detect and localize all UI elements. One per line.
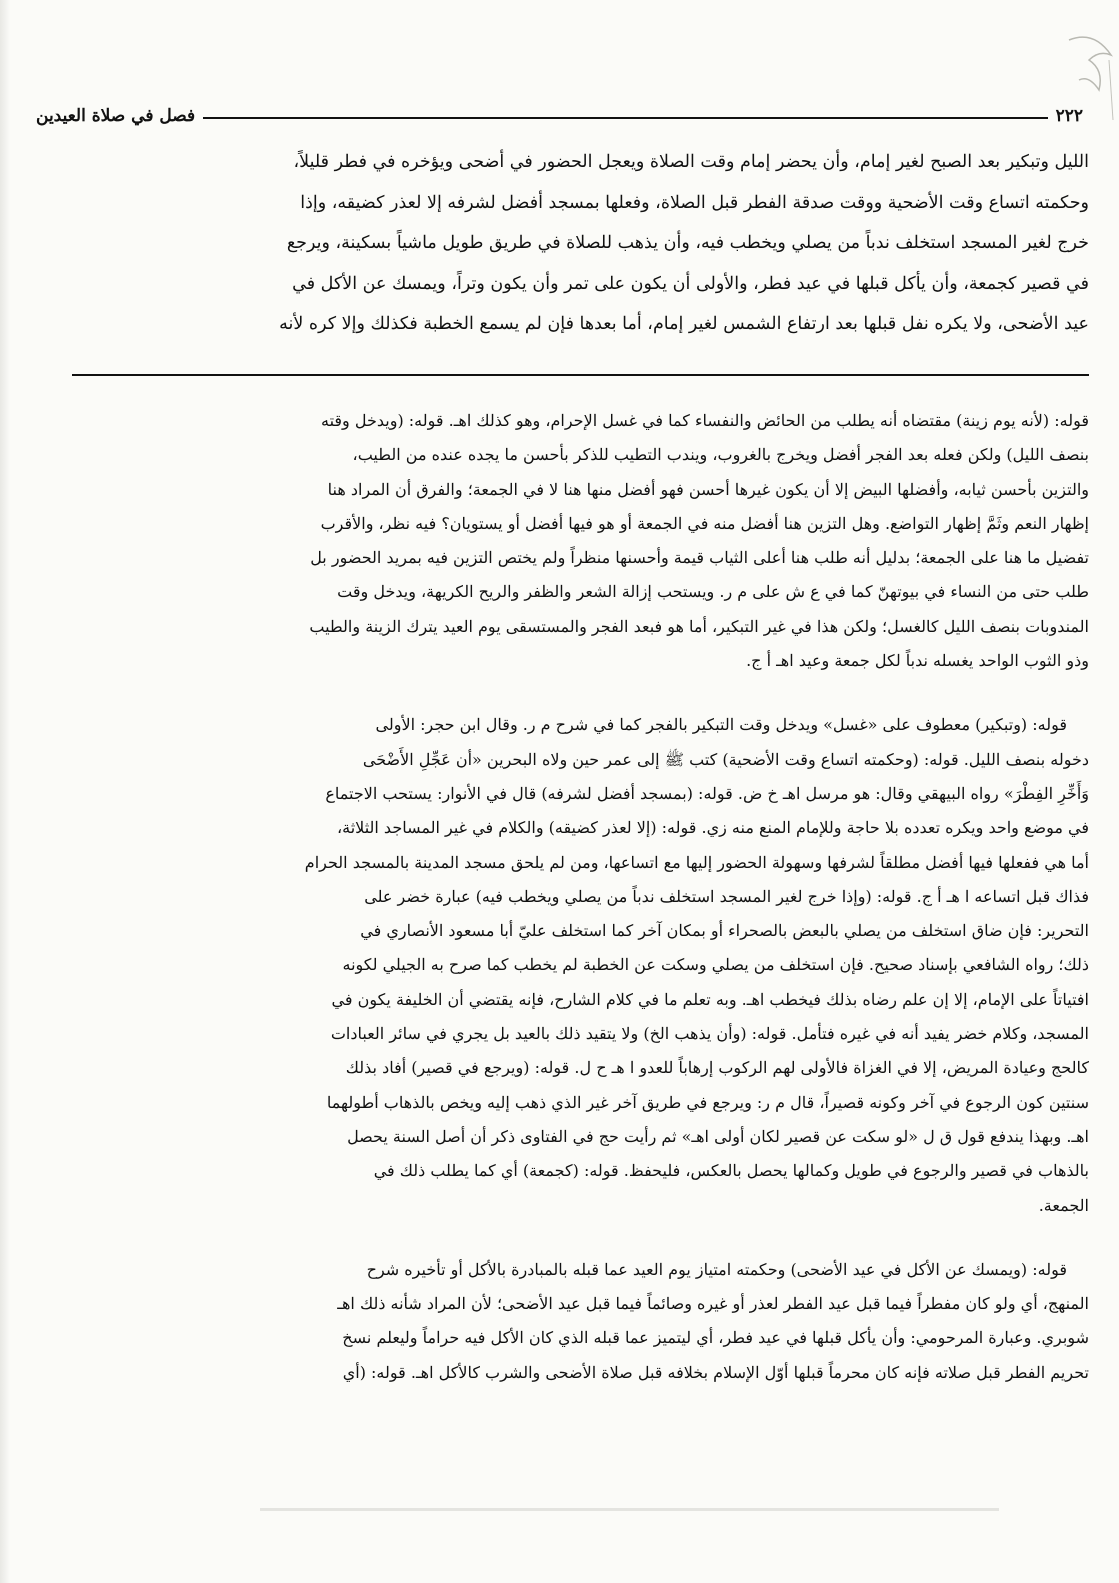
main-text-line: عيد الأضحى، ولا يكره نفل قبلها بعد ارتفاع الشمس لغير إمام، أما بعدها فإن لم يسمع الخطبة فكذلك وإلا كره لأنه <box>279 314 1089 334</box>
commentary-line: تحريم الفطر قبل صلاته فإنه كان محرماً قبلها أوّل الإسلام بخلافه قبل صلاة الأضحى والشرب كالأكل اهـ. قوله: (أي <box>342 1362 1089 1382</box>
commentary-line: وَأَخِّرِ الفِطْرَ» رواه البيهقي وقال: هو مرسل اهـ خ ض. قوله: (بمسجد أفضل لشرفه) قال في الأنوار: يستحب الاجتماع <box>325 783 1089 803</box>
page-edge-shadow <box>0 0 10 1583</box>
commentary-line: فذاك قبل اتساعه ا هـ أ ج. قوله: (وإذا خرج لغير المسجد استخلف ندباً من يصلي ويخطب فيه) عبارة خضر على <box>364 886 1089 906</box>
commentary-line: المنهج، أي ولو كان مفطراً فيما قبل عيد الفطر لعذر أو غيره وصائماً فيما قبل عيد الأضحى؛ لأن المراد شأنه ذلك اهـ <box>337 1294 1089 1314</box>
commentary-line: أما هي ففعلها فيها أفضل مطلقاً لشرفها وسهولة الحضور إليها مع اتساعها، ومن لم يلحق مسجد المدينة بالمسجد الحرام <box>304 852 1089 872</box>
main-text <box>30 142 1089 345</box>
commentary-line: دخوله بنصف الليل. قوله: (وحكمته اتساع وقت الأضحية) كتب ﷺ إلى عمر حين ولاه البحرين «أن عَجِّلِ الأَضْحَى <box>362 749 1089 769</box>
commentary-line: شوبري. وعبارة المرحومي: وأن يأكل قبلها في عيد فطر، أي ليتميز عما قبله الذي كان الأكل فيه حراماً وليعلم نسخ <box>342 1328 1089 1348</box>
commentary-line: وذو الثوب الواحد يغسله ندباً لكل جمعة وعيد اهـ أ ج. <box>746 651 1089 671</box>
page-header <box>36 96 1083 136</box>
commentary-line: بالذهاب في قصير والرجوع في طويل وكمالها يحصل بالعكس، فليحفظ. قوله: (كجمعة) أي كما يطلب ذلك في <box>373 1161 1089 1181</box>
commentary-line: إظهار النعم وثَمَّ إظهار التواضع. وهل التزين هنا أفضل منه في الجمعة أو هو فيها أفضل أو يستويان؟ فيه نظر، والأقرب <box>320 513 1089 533</box>
commentary-line: التحرير: فإن ضاق استخلف من يصلي بالبعض بالصحراء أو بمكان آخر كما استخلف عليّ أبا مسعود الأنصاري في <box>360 921 1089 941</box>
commentary-line: تفضيل ما هنا على الجمعة؛ بدليل أنه طلب هنا أعلى الثياب قيمة وأحسنها منظراً ولم يختص التزين فيه بمريد الحضور بل <box>310 548 1089 568</box>
commentary-line: قوله: (لأنه يوم زينة) مقتضاه أنه يطلب من الحائض والنفساء كما في غسل الإحرام، وهو كذلك اهـ. قوله: (ويدخل وقته <box>320 411 1089 430</box>
commentary-line: الجمعة. <box>1038 1195 1089 1215</box>
commentary-line: ذلك؛ رواه الشافعي بإسناد صحيح. فإن استخلف من يصلي وسكت عن الخطبة لم يخطب كما صرح به الجيلي لكونه <box>342 955 1089 975</box>
commentary-paragraph <box>30 404 1089 678</box>
commentary-paragraph <box>30 1253 1089 1390</box>
commentary-line: طلب حتى من النساء في بيوتهنّ كما في ع ش على م ر. ويستحب إزالة الشعر والظفر والريح الكريهة، ويدخل وقت <box>337 582 1089 602</box>
commentary-line: افتياتاً على الإمام، إلا إن علم رضاه بذلك فيخطب اهـ. وبه تعلم ما في كلام الشارح، فإنه يقتضي أن الخليفة يكون في <box>331 989 1089 1009</box>
main-text-line: وحكمته اتساع وقت الأضحية ووقت صدقة الفطر قبل الصلاة، وفعلها بمسجد أفضل لشرفه إلا لعذر كضيقه، وإذا <box>300 192 1089 213</box>
commentary-line: المسجد، وكلام خضر يفيد أنه في غيره فتأمل. قوله: (وأن يذهب الخ) ولا يتقيد ذلك بالعيد بل يجري في سائر العبادات <box>330 1024 1089 1044</box>
commentary-paragraph <box>30 708 1089 1222</box>
commentary-line: بنصف الليل) ولكن فعله بعد الفجر أفضل ويخرج بالغروب، ويندب التطيب للذكر بأحسن ما يجده عنده من الطيب، <box>352 445 1089 465</box>
header-rule <box>203 117 1047 119</box>
commentary-line: في موضع واحد ويكره تعدده بلا حاجة وللإمام المنع منه زي. قوله: (إلا لعذر كضيقه) والكلام في غير المساجد الثلاثة، <box>336 818 1089 838</box>
commentary-line: قوله: (ويمسك عن الأكل في عيد الأضحى) وحكمته امتياز يوم العيد عما قبله بالمبادرة بالأكل أو تأخيره شرح <box>366 1259 1067 1279</box>
commentary-line: سنتين كون الرجوع في آخر وكونه قصيراً، قال م ر: ويرجع في طريق آخر غير الذي ذهب إليه ويخص بالذهاب أطولهما <box>326 1092 1089 1112</box>
commentary-notes <box>30 404 1089 1420</box>
commentary-line: المندوبات بنصف الليل كالغسل؛ ولكن هذا في غير التبكير، أما هو فبعد الفجر والمستسقى يوم العيد يترك الزينة والطيب <box>309 616 1089 636</box>
main-text-line: الليل وتبكير بعد الصبح لغير إمام، وأن يحضر إمام وقت الصلاة ويعجل الحضور في أضحى ويؤخره في فطر قليلاً، <box>293 152 1089 172</box>
page-number: ٢٢٢ <box>1055 106 1083 126</box>
section-title: فصل في صلاة العيدين <box>36 106 196 126</box>
commentary-line: والتزين بأحسن ثيابه، وأفضلها البيض إلا أن يكون غيرها أحسن فهو أفضل منها هنا لا في الجمعة؛ والفرق أن المراد هنا <box>327 479 1089 499</box>
main-text-line: خرج لغير المسجد استخلف ندباً من يصلي ويخطب فيه، وأن يذهب للصلاة في طريق طويل ماشياً بسكينة، ويرجع <box>286 233 1089 253</box>
commentary-line: كالحج وعيادة المريض، إلا في الغزاة فالأولى لهم الركوب إرهاباً للعدو ا هـ ح ل. قوله: (ويرجع في قصير) أفاد بذلك <box>345 1058 1089 1078</box>
main-text-line: في قصير كجمعة، وأن يأكل قبلها في عيد فطر، والأولى أن يكون على تمر وأن يكون وتراً، ويمسك عن الأكل في <box>292 273 1089 294</box>
footnote-divider <box>72 374 1089 376</box>
commentary-line: قوله: (وتبكير) معطوف على «غسل» ويدخل وقت التبكير بالفجر كما في شرح م ر. وقال ابن حجر: الأولى <box>375 715 1067 735</box>
commentary-line: اهـ. وبهذا يندفع قول ق ل «لو سكت عن قصير لكان أولى اهـ» ثم رأيت حج في الفتاوى ذكر أن أصل السنة يحصل <box>347 1126 1089 1146</box>
scan-footer-band <box>260 1508 999 1511</box>
